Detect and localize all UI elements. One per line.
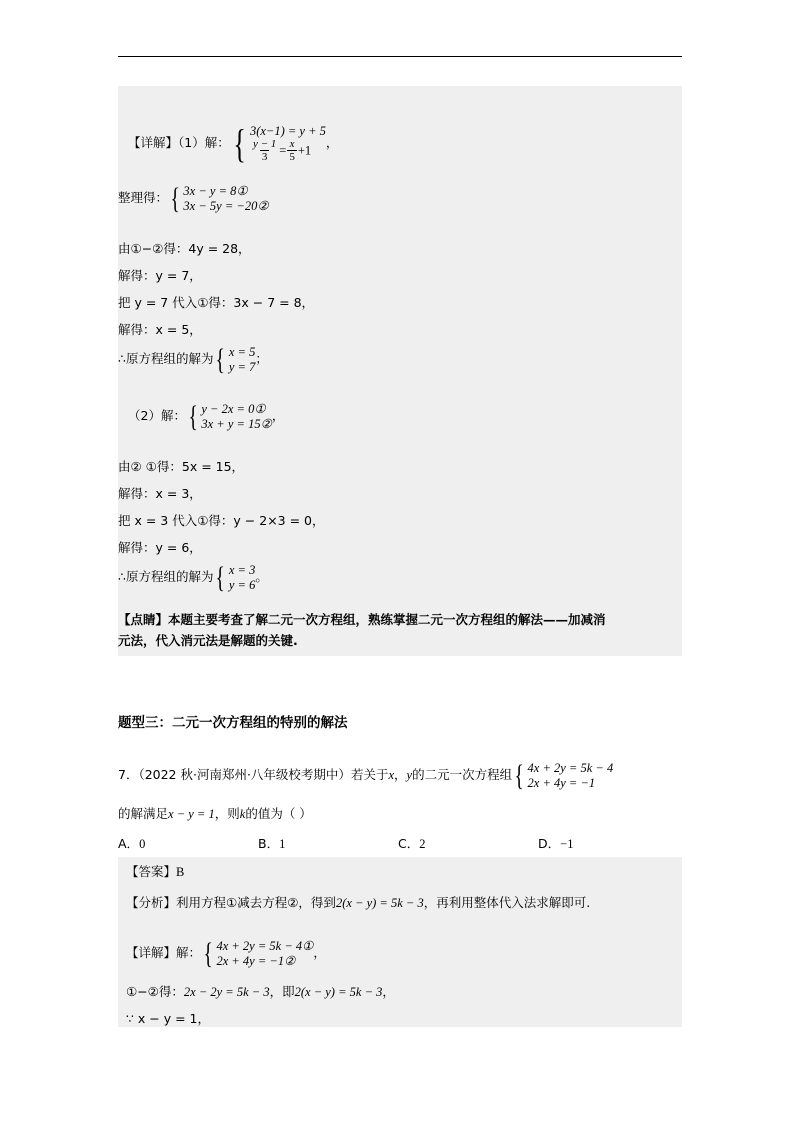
left-brace-icon: { (233, 121, 246, 166)
option-b-value: 1 (279, 837, 286, 851)
solve-line-4: 解得：y = 6， (118, 540, 202, 555)
system-tidy (168, 184, 269, 214)
subtract-line-2: 由② ①得：5x = 15， (118, 459, 245, 474)
block2-system-row-2: 2x + 4y = −1② (216, 954, 296, 968)
solve-line-1: 解得：y = 7， (118, 268, 202, 283)
tidy-label: 整理得： (118, 189, 169, 205)
system-2-row-1: y − 2x = 0① (201, 402, 266, 416)
left-brace-icon: { (215, 343, 226, 376)
substitute-line-1: 把 y = 7 代入①得：3x − 7 = 8， (118, 295, 315, 310)
sub-pre: ①−②得： (126, 984, 184, 999)
system-2-row-2: 3x + y = 15② (201, 417, 272, 431)
option-a[interactable] (118, 834, 145, 852)
stem-line2-mid: ，则 (214, 806, 240, 821)
sub-mid: ，即 (269, 984, 295, 999)
comma-3: ， (313, 944, 326, 960)
option-a-label: A． (118, 836, 140, 851)
option-c-label: C． (398, 836, 420, 851)
solve-word-3: 解： (176, 944, 202, 960)
answer-2-row-1: x = 3 (228, 563, 256, 577)
detail-label: 【详解】 (128, 134, 179, 150)
solve-line-2: 解得：x = 5， (118, 322, 202, 337)
point-label: 【点睛】 (118, 612, 169, 627)
option-b-label: B． (258, 836, 280, 851)
option-a-value: 0 (139, 837, 146, 851)
point-text-1: 本题主要考查了解二元一次方程组，熟练掌握二元一次方程组的解法——加减消 (168, 612, 606, 627)
part2-marker: （2） (128, 407, 161, 423)
answer-1-row-2: y = 7 (228, 360, 256, 374)
left-brace-icon: { (215, 561, 226, 594)
sub-expr-2: 2(x − y) = 5k − 3 (294, 985, 383, 999)
option-d-label: D． (538, 836, 561, 851)
analysis-post: ，再利用整体代入法求解即可. (423, 895, 591, 910)
answer-1-row-1: x = 5 (228, 345, 256, 359)
solve-line-3: 解得：x = 3， (118, 486, 202, 501)
analysis-row (126, 895, 590, 911)
answer-value: B (176, 865, 185, 879)
option-c-value: 2 (419, 837, 426, 851)
answer-2-row-2: y = 6 (228, 578, 256, 592)
part2-row (128, 402, 284, 432)
conclusion-2-post: 。 (255, 568, 268, 584)
system-2 (186, 402, 272, 432)
stem-line2-k: k (239, 807, 246, 821)
option-b[interactable] (258, 834, 285, 852)
option-c[interactable] (398, 834, 425, 852)
answer-label: 【答案】 (126, 864, 177, 879)
system-tidy-row-1: 3x − y = 8① (183, 184, 248, 198)
question-7-system (512, 761, 613, 791)
question-number: 7． (118, 766, 139, 782)
stem-part-1: 若关于 (350, 766, 389, 782)
block2-detail-row (126, 939, 326, 969)
question-7-system-row-2: 2x + 4y = −1 (527, 776, 596, 790)
system-answer-1 (213, 345, 255, 375)
analysis-expr: 2(x − y) = 5k − 3 (335, 896, 424, 910)
block2-system (201, 939, 313, 969)
question-7-system-row-1: 4x + 2y = 5k − 4 (527, 761, 614, 775)
stem-line2-pre: 的解满足 (118, 806, 169, 821)
analysis-pre: 利用方程①减去方程②，得到 (176, 895, 336, 910)
comma-1: ， (325, 134, 339, 150)
comma-2: ， (271, 407, 285, 423)
subtract-line-1: 由①−②得：4y = 28， (118, 241, 251, 256)
block2-system-row-1: 4x + 2y = 5k − 4① (216, 939, 314, 953)
tidy-row (118, 184, 269, 214)
left-brace-icon: { (170, 182, 180, 215)
stem-line2-post: 的值为（ ） (245, 806, 312, 821)
stem-line2-expr: x − y = 1 (168, 807, 215, 821)
section-heading: 题型三：二元一次方程组的特别的解法 (118, 715, 348, 731)
block2-since-line: ∵ x − y = 1， (126, 1011, 211, 1026)
stem-comma: ， (394, 766, 407, 782)
solve-word-2: 解： (160, 407, 186, 423)
header-rule (118, 56, 682, 57)
system-1-row-1: 3(x−1) = y + 5 (249, 124, 326, 138)
option-d-value: −1 (560, 837, 574, 851)
question-source: （2022 秋·河南郑州·八年级校考期中） (138, 766, 351, 782)
detail-row-1 (128, 121, 339, 166)
sub-expr-1: 2x − 2y = 5k − 3 (183, 985, 270, 999)
detail-label-2: 【详解】 (126, 944, 177, 960)
conclusion-row-1 (118, 345, 268, 375)
left-brace-icon: { (203, 937, 213, 970)
fraction-right: $\frac{x}{5}$ (289, 138, 295, 163)
point-text-2: 元法，代入消元法是解题的关键. (118, 633, 298, 648)
part1-marker: （1） (178, 134, 205, 150)
conclusion-1-pre: ∴原方程组的解为 (118, 350, 214, 366)
system-1-row-2: $\frac{y - 1}{3}$ = $\frac{x}{5}$ +1 (252, 138, 312, 163)
option-d[interactable] (538, 834, 573, 852)
solve-word: 解： (204, 134, 230, 150)
conclusion-2-pre: ∴原方程组的解为 (118, 568, 214, 584)
analysis-label: 【分析】 (126, 895, 177, 910)
question-7-stem-line-1 (118, 761, 613, 791)
substitute-line-2: 把 x = 3 代入①得：y − 2×3 = 0， (118, 513, 325, 528)
system-answer-2 (213, 563, 255, 593)
answer-row (126, 864, 184, 880)
stem-part-2: 的二元一次方程组 (412, 766, 513, 782)
system-1 (230, 121, 326, 166)
question-7-stem-line-2 (118, 806, 312, 822)
sub-post: ， (382, 984, 395, 999)
conclusion-row-2 (118, 563, 268, 593)
stem-variable-x: x (388, 767, 395, 782)
point-row-1 (118, 612, 606, 628)
fraction-left: $\frac{y - 1}{3}$ (252, 138, 277, 163)
stem-variable-y: y (406, 767, 413, 782)
system-tidy-row-2: 3x − 5y = −20② (183, 199, 269, 213)
left-brace-icon: { (188, 400, 198, 433)
conclusion-1-post: ； (255, 350, 268, 366)
left-brace-icon: { (514, 759, 524, 792)
block2-subtract-row (126, 984, 395, 1000)
